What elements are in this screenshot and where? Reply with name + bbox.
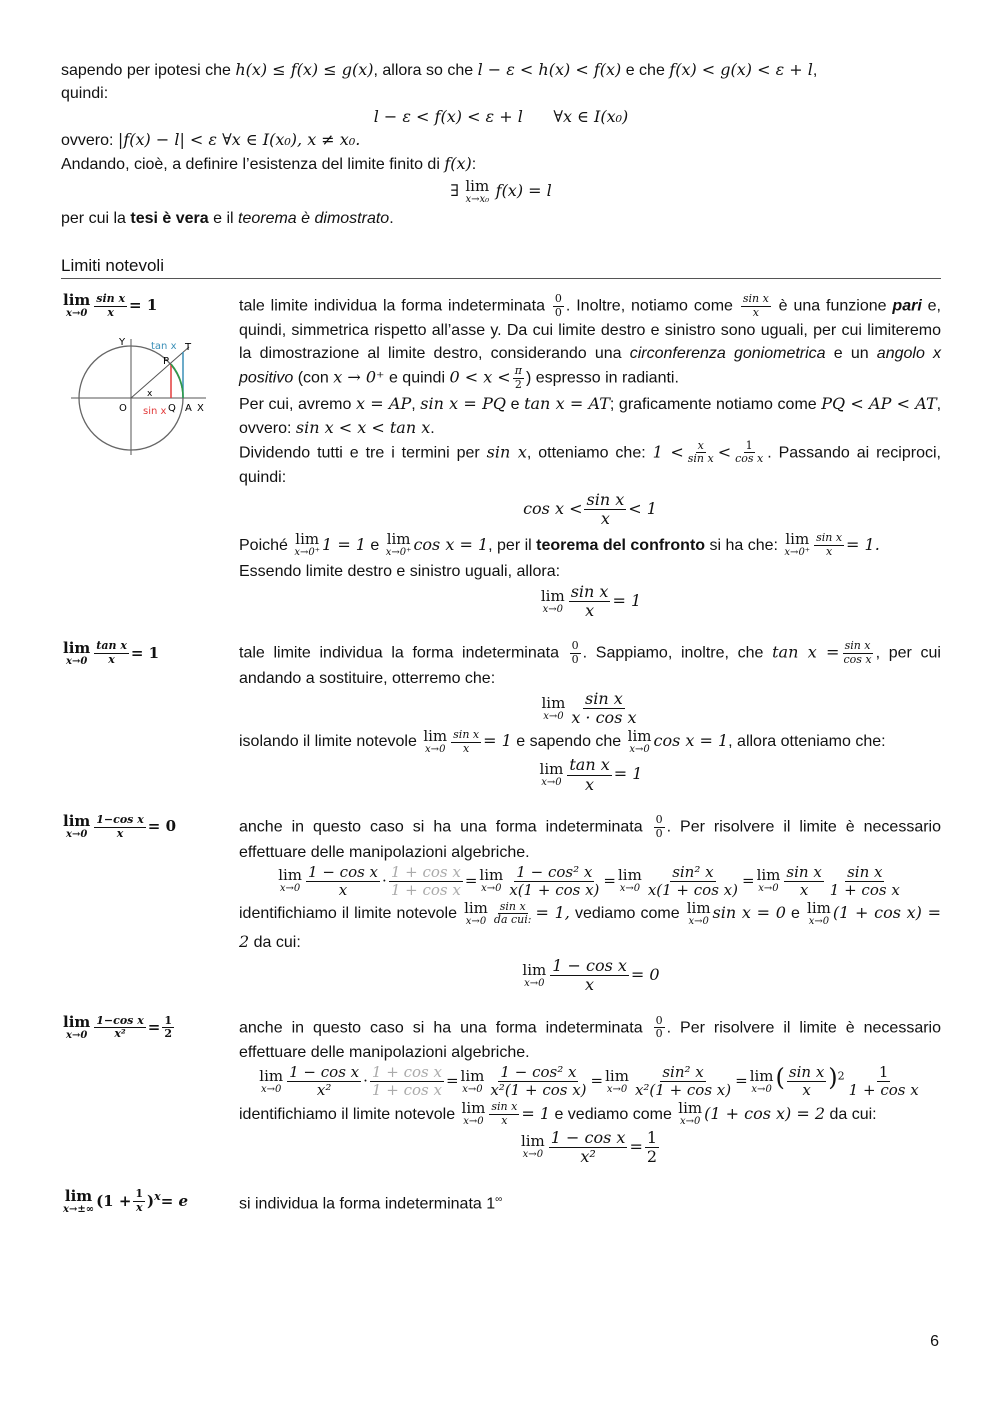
intro-line-1: sapendo per ipotesi che h(x) ≤ f(x) ≤ g(x), allora so che l − ε < h(x) < f(x) e che f(x) < g(x) < ε + l, (61, 60, 818, 79)
limit-formula: lim x→0 $\frac{\text{sin x}}{x}$ = 1 (63, 291, 158, 320)
limit-4-paragraph-2: identifichiamo il limite notevole lim x→0 $\frac{\text{sin x}}{x}$ = 1 e vediamo come lim x→0 (1 + cos x) = 2 da cui: (239, 1099, 877, 1128)
intro-line-4: Andando, cioè, a definire l’esistenza del limite finito di f(x): (61, 154, 477, 173)
limit-5-paragraph-1: si individua la forma indeterminata 1∞ (239, 1194, 503, 1213)
document-page (61, 58, 941, 1216)
label-angle: x (147, 389, 153, 400)
limit-1-equation-2: lim x→0 $\frac{\text{sin x}}{x}$ = 1 (540, 581, 642, 621)
page-number: 6 (930, 1333, 939, 1350)
limit-1-paragraph-4: Poiché lim x→0⁺ 1 = 1 e lim x→0⁺ cos x = 1, per il teorema del confronto si ha che: lim x→0⁺ $\frac{\text{sin x}}{x}$ = 1. (239, 530, 880, 559)
limit-2-paragraph-1: tale limite individua la forma indeterminata $\frac{0}{0}$ . Sappiamo, inoltre, che tan x = $\frac{\text{sin x}}{\text{cos x}}$ , per cui andando a sostituire, otterremo che: (239, 639, 941, 687)
limit-4-paragraph-1: anche in questo caso si ha una forma indeterminata $\frac{0}{0}$ . Per risolvere il limite è necessario effettuare delle manipolazioni algebriche. (239, 1013, 941, 1062)
limit-formula: lim x→0 $\frac{\text{tan x}}{x}$ = 1 (63, 638, 160, 667)
unit-circle-figure (61, 327, 211, 457)
limit-1-paragraph-1: tale limite individua la forma indeterminata $\frac{0}{0}$ . Inoltre, notiamo come $\frac{\text{sin x}}{x}$ è una funzione pari e, quindi, simmetrica rispetto all’asse y. Da cui limite destro e sinistro sono uguali, per cui limiteremo la dimostrazione al limite destro, considerando una circonferenza goniometrica e un angolo x positivo (con x → 0⁺ e quindi 0 < x < $\frac{\pi}{2}$ ) espresso in radianti. (239, 292, 942, 391)
limit-sinx-over-x (61, 293, 941, 620)
limit-1-paragraph-2: Per cui, avremo x = AP, sin x = PQ e tan x = AT; graficamente notiamo come PQ < AP < AT, ovvero: sin x < x < tan x. (239, 393, 942, 437)
label-a: A (185, 403, 192, 415)
label-tan: tan x (151, 341, 177, 353)
limit-3-paragraph-1: anche in questo caso si ha una forma indeterminata $\frac{0}{0}$ . Per risolvere il limite è necessario effettuare delle manipolazioni algebriche. (239, 813, 941, 861)
intro-equation-1: l − ε < f(x) < ε + l ∀x ∈ I(x₀) (373, 107, 629, 126)
limit-formula: lim x→0 $\frac{\text{1−cos x}}{x}$ = 0 (63, 812, 177, 841)
label-o: O (119, 403, 127, 415)
limit-4-equation-1: lim x→0 $\frac{\text{1 − cos x}}{\text{x²}}$ · $\frac{\text{1 + cos x}}{\text{1 + cos x}}$ = lim x→0 $\frac{\text{1 − cos² x}}{\text{x²(1 + cos x)}}$ = lim x→0 $\frac{\text{sin² x}}{\text{x²(1 + cos x)}}$ = lim x→0 ( $\frac{\text{sin x}}{x}$ )$^2$ $\frac{1}{\text{1 + cos x}}$ (259, 1063, 919, 1100)
intro-line-5: per cui la tesi è vera e il teorema è dimostrato. (61, 210, 394, 227)
limit-1-paragraph-5: Essendo limite destro e sinistro uguali, allora: (239, 562, 561, 580)
intro-line-3: ovvero: |f(x) − l| < ε ∀x ∈ I(x₀), x ≠ x₀. (61, 130, 361, 149)
limit-4-equation-2: lim x→0 $\frac{\text{1 − cos x}}{\text{x²}}$ = $\frac{1}{2}$ (520, 1127, 658, 1166)
arc-ap (171, 364, 183, 398)
limit-e (61, 1188, 941, 1215)
intro-line-2: quindi: (61, 85, 109, 102)
limit-formula: lim x→0 $\frac{\text{1−cos x}}{\text{x²}}$ = $\frac{1}{2}$ (63, 1012, 173, 1041)
limit-2-paragraph-2: isolando il limite notevole lim x→0 $\frac{\text{sin x}}{x}$ = 1 e sapendo che lim x→0 cos x = 1, allora otteniamo che: (239, 727, 886, 756)
limit-3-equation-2: lim x→0 $\frac{\text{1 − cos x}}{x}$ = 0 (522, 956, 660, 995)
limit-1-equation-1: cos x < $\frac{\text{sin x}}{x}$ < 1 (523, 489, 657, 529)
limit-formula: lim x→±∞ (1 + $\frac{1}{x}$ )$^x$= e (63, 1186, 189, 1215)
label-sin: sin x (143, 406, 167, 418)
label-p: P (163, 356, 170, 368)
intro-equation-2: ∃ lim x→x₀ f(x) = l (450, 176, 552, 205)
limit-tanx-over-x (61, 640, 941, 794)
label-t: T (185, 342, 192, 354)
limit-1-minus-cosx-over-x-squared (61, 1012, 941, 1167)
limit-1-paragraph-3: Dividendo tutti e tre i termini per sin x, otteniamo che: 1 < $\frac{x}{\text{sin x}}$ < $\frac{1}{\text{cos x}}$ . Passando ai reciproci, quindi: (239, 438, 941, 486)
limit-3-equation-1: lim x→0 $\frac{\text{1 − cos x}}{x}$ · $\frac{\text{1 + cos x}}{\text{1 + cos x}}$ = lim x→0 $\frac{\text{1 − cos² x}}{\text{x(1 + cos x)}}$ = lim x→0 $\frac{\text{sin² x}}{\text{x(1 + cos x)}}$ = lim x→0 $\frac{\text{sin x}}{x}$ $\frac{\text{sin x}}{\text{1 + cos x}}$ (278, 862, 900, 899)
section-title: Limiti notevoli (61, 256, 941, 279)
limit-3-paragraph-2: identifichiamo il limite notevole lim x→0 $\frac{\text{sin x}}{\text{da cui:}}$ = 1, vediamo come lim x→0 sin x = 0 e lim x→0 (1 + cos x) = 2 da cui: (239, 898, 942, 952)
label-x-axis: X (197, 403, 204, 415)
limit-2-equation-2: lim x→0 $\frac{\text{tan x}}{x}$ = 1 (539, 755, 643, 794)
label-y: Y (119, 337, 126, 349)
limit-2-equation-1: lim x→0 $\frac{\text{sin x}}{\text{x · cos x}}$ (541, 688, 637, 728)
label-q: Q (168, 403, 176, 415)
limit-1-minus-cosx-over-x (61, 814, 941, 995)
